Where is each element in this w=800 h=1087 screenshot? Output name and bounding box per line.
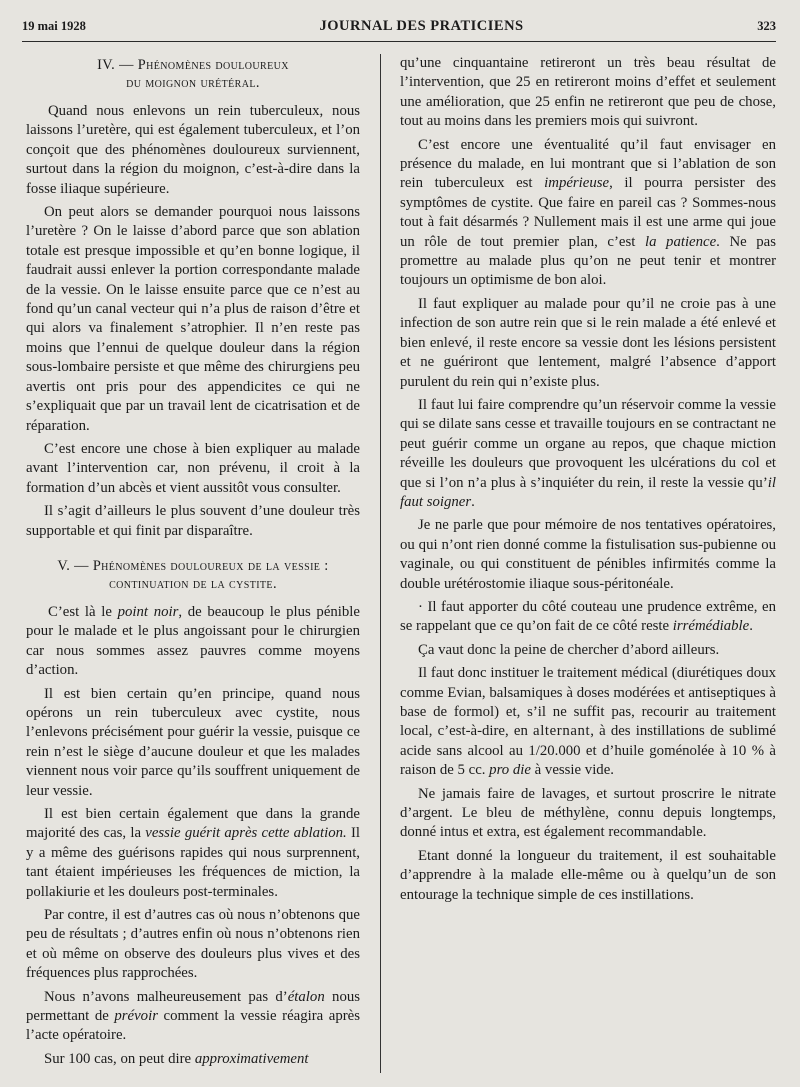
- paragraph: qu’une cinquantaine retireront un très beau résultat de l’intervention, que 25 en retireront moins d’effet et seulement une amélioration, que 25 enfin ne retireront que peu de chose, tout au moins dans les premiers mois qui suivront.: [400, 55, 776, 130]
- section-iv-heading: [26, 56, 360, 92]
- column-rule: [380, 54, 381, 1073]
- section-v-title-line1: V. — Phénomènes douloureux de la vessie :: [57, 557, 329, 574]
- paragraph: Il est bien certain qu’en principe, quand nous opérons un rein tuberculeux avec cystite, nous l’enlevons précisément pour guérir la vessie, puisque ce rein n’est le siège d’aucune douleur et que les malades viennent nous voir parce qu’ils souffrent uniquement de leur vessie.: [26, 685, 360, 799]
- paragraph: Il s’agit d’ailleurs le plus souvent d’une douleur très supportable et qui finit par disparaître.: [26, 503, 360, 539]
- paragraph: Nous n’avons malheureusement pas d’étalon nous permettant de prévoir comment la vessie réagira après l’acte opératoire.: [26, 988, 361, 1044]
- paragraph: · Il faut apporter du côté couteau une prudence extrême, en se rappelant que ce qu’on fait de ce côté reste irrémédiable.: [400, 598, 776, 635]
- paragraph: Ça vaut donc la peine de chercher d’abord ailleurs.: [418, 641, 720, 658]
- issue-date: 19 mai 1928: [22, 19, 86, 33]
- section-v-title-line2: continuation de la cystite.: [109, 575, 277, 592]
- section-v-heading: [26, 557, 360, 593]
- paragraph: Sur 100 cas, on peut dire approximativement: [44, 1050, 309, 1067]
- paragraph: Il faut expliquer au malade pour qu’il ne croie pas à une infection de son autre rein que si le rein malade a été enlevé et bien enlevé, il reste encore sa vessie dont les lésions persistent et ne guériront que lentement, malgré l’absence d’apport purulent du rein qui n’existe plus.: [400, 295, 776, 390]
- section-iv-title-line1: IV. — Phénomènes douloureux: [97, 57, 289, 73]
- text-columns: [22, 54, 776, 1073]
- paragraph: C’est là le point noir, de beaucoup le plus pénible pour le malade et le plus angoissant pour le chirurgien car nous sommes assez pauvres comme moyens d’action.: [26, 603, 360, 679]
- paragraph: Etant donné la longueur du traitement, il est souhaitable d’apprendre à la malade elle-même ou à quelqu’un de son entourage la technique simple de ces instillations.: [400, 847, 776, 903]
- running-header: [22, 18, 776, 42]
- paragraph: Je ne parle que pour mémoire de nos tentatives opératoires, ou qui n’ont rien donné comme la fistulisation sus-pubienne ou vaginale, ou qui constituent de pénibles infirmités comme la double urétérostomie iliaque sous-péritonéale.: [400, 517, 776, 592]
- paragraph: On peut alors se demander pourquoi nous laissons l’uretère ? On le laisse d’abord parce que son ablation totale est presque impossible et qu’en bonne logique, il faudrait aussi enlever la portion correspondante malade de la vessie. On le laisse ensuite parce que ce n’est au fond qu’un canal vecteur qui n’a plus de raison d’être et qui alors va finalement s’atrophier. Il n’en reste pas moins que l’ennui de quelque douleur dans la région sous-lombaire persiste et que même des chirurgiens peu avertis ont pris pour des appendicites ce qui ne s’expliquait que par un travail lent de cicatrisation et de réparation.: [26, 204, 360, 434]
- paragraph: C’est encore une éventualité qu’il faut envisager en présence du malade, en lui montrant que si l’ablation de son rein tuberculeux est impérieuse, il pourra persister des symptômes de cystite. Que faire en pareil cas ? Sommes-nous tout à fait désarmés ? Nullement mais il est une arme qui joue un rôle de tout premier plan, c’est la patience. Ne pas promettre au malade plus qu’on ne peut tenir et montrer toujours un optimisme de bon aloi.: [400, 136, 777, 289]
- page-number: 323: [757, 19, 776, 33]
- right-column: [400, 54, 776, 1073]
- left-column: [22, 54, 360, 1073]
- journal-title: JOURNAL DES PRATICIENS: [319, 18, 524, 34]
- paragraph: Il faut donc instituer le traitement médical (diurétiques doux comme Evian, balsamiques à doses modérées et antiseptiques à base de formol) et, s’il ne suffit pas, recourir au traitement local, c’est-à-dire, en alternant, à des instillations de sublimé acide sans alcool au 1/20.000 et d’huile goménolée à 10 % à raison de 5 cc. pro die à vessie vide.: [400, 665, 776, 779]
- paragraph: Il faut lui faire comprendre qu’un réservoir comme la vessie qui se dilate sans cesse et travaille toujours en se contractant ne peut guérir comme un organe au repos, que chaque miction réveille les douleurs que provoquent les ulcérations du col et que si l’on n’a plus à s’inquiéter du rein, il reste la vessie qu’il faut soigner.: [400, 396, 776, 510]
- paragraph: C’est encore une chose à bien expliquer au malade avant l’intervention car, non prévenu, il croit à la formation d’un abcès et vient aussitôt vous consulter.: [26, 440, 360, 496]
- section-iv-title-line2: du moignon urétéral.: [126, 75, 260, 91]
- paragraph: Par contre, il est d’autres cas où nous n’obtenons que peu de résultats ; d’autres enfin où nous n’obtenons rien et où même on observe des douleurs plus vives et des fréquences plus rapprochées.: [26, 907, 360, 982]
- paragraph: Il est bien certain également que dans la grande majorité des cas, la vessie guérit après cette ablation. Il y a même des guérisons rapides qui nous surprennent, tant étaient impérieuses les fréquences de miction, la pollakiurie et les douleurs post-terminales.: [26, 806, 360, 900]
- paragraph: Quand nous enlevons un rein tuberculeux, nous laissons l’uretère, qui est également tuberculeux, et l’on conçoit que des phénomènes douloureux surviennent, surtout dans la région du moignon, c’est-à-dire dans la fosse iliaque supérieure.: [26, 103, 360, 197]
- paragraph: Ne jamais faire de lavages, et surtout proscrire le nitrate d’argent. Le bleu de méthylène, connu depuis longtemps, donné intus et extra, est également recommandable.: [400, 785, 776, 841]
